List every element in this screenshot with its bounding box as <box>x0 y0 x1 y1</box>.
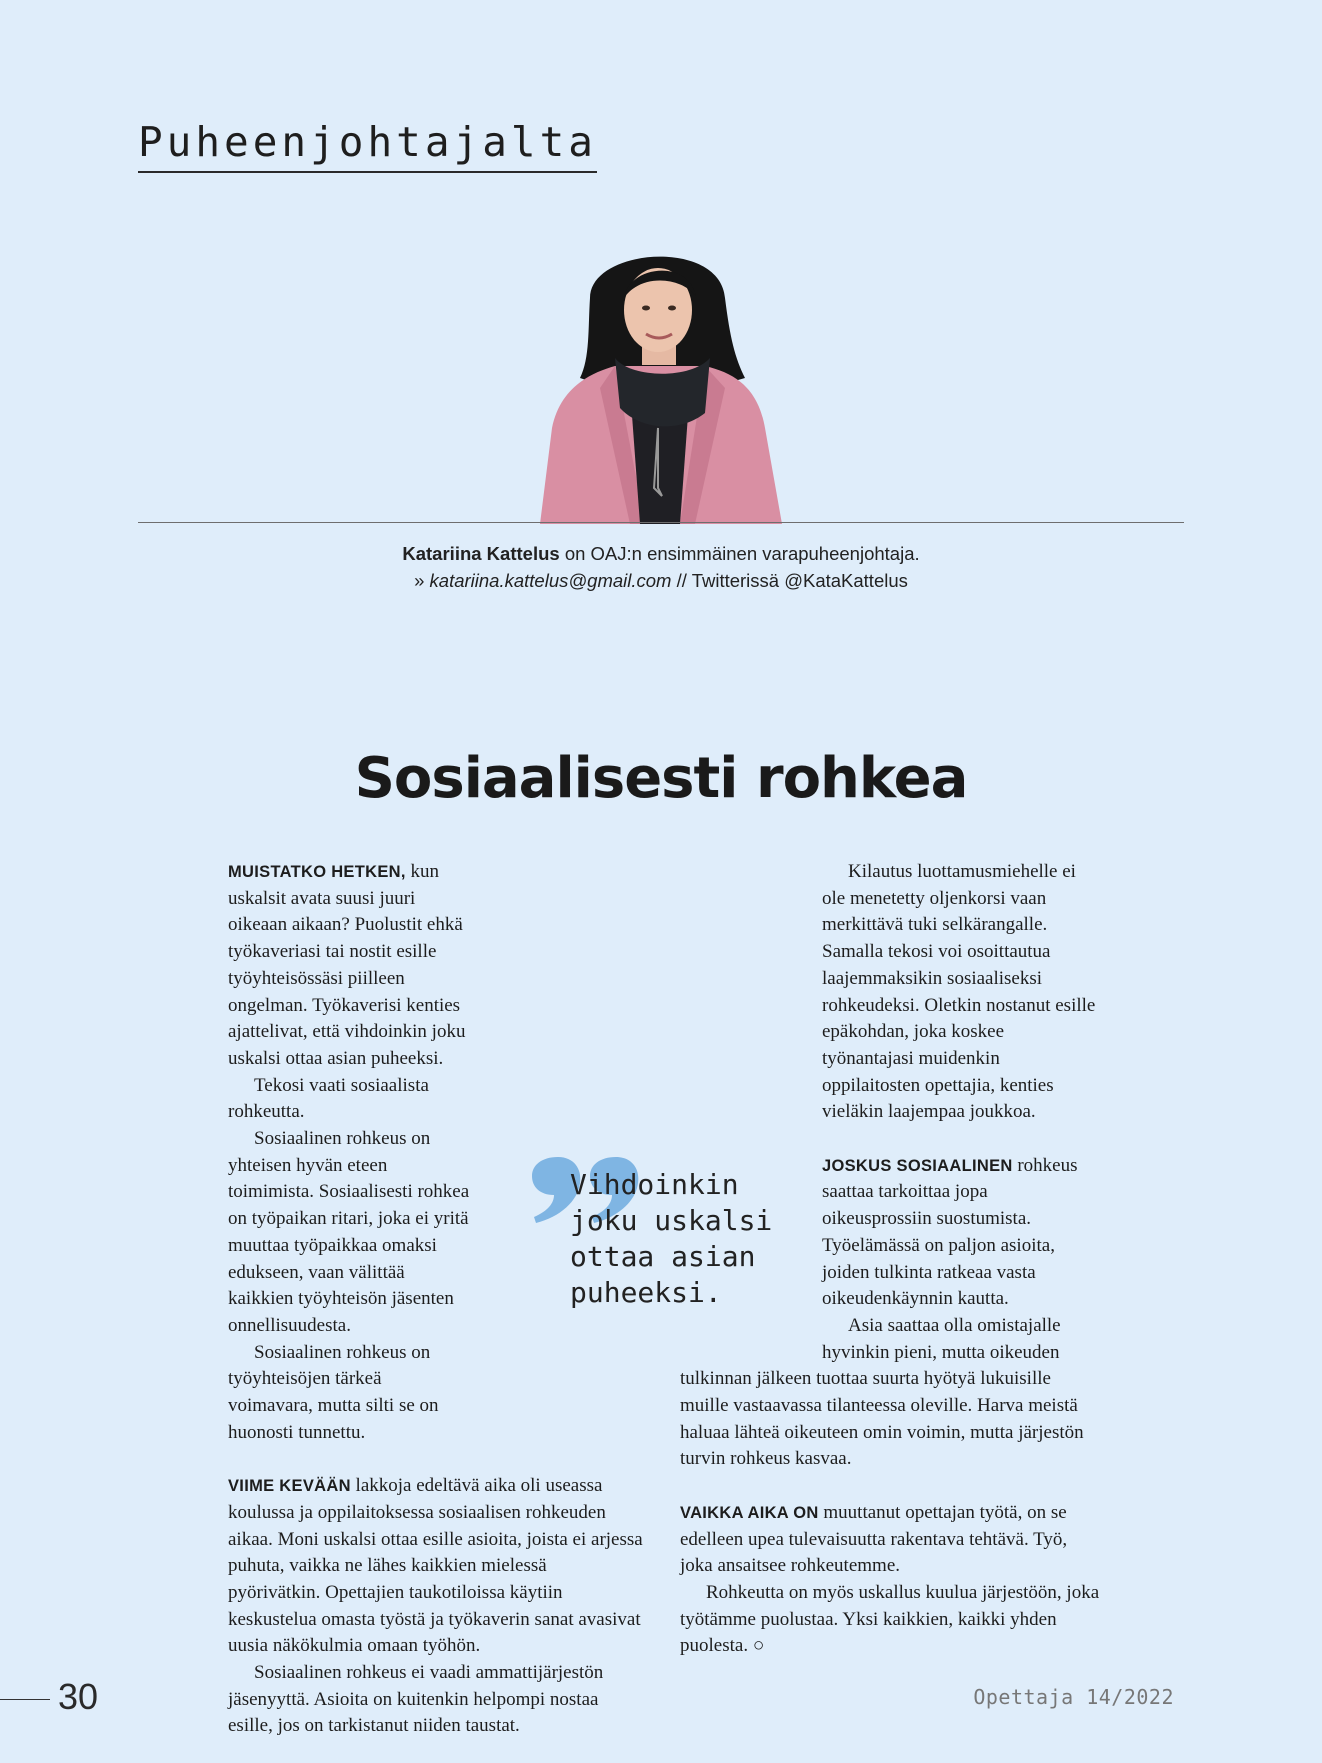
page-number: 30 <box>58 1676 99 1717</box>
paragraph <box>680 1500 1100 1580</box>
portrait-photo <box>520 238 800 524</box>
pull-quote-text: Vihdoinkin joku uskalsi ottaa asian puheeksi. <box>570 1168 773 1309</box>
paragraph-text: rohkeus saattaa tarkoittaa jopa oikeusprossiin suostumista. Työelämässä on paljon asioita, joiden tulkinta ratkeaa vasta oikeudenkäynnin kautta. <box>822 1154 1078 1310</box>
contact-prefix: » <box>414 570 430 591</box>
lead-in: JOSKUS SOSIAALINEN <box>822 1156 1013 1175</box>
caption-divider <box>138 522 1184 523</box>
paragraph-text: lakkoja edeltävä aika oli useassa koulussa ja oppilaitoksessa sosiaalisen rohkeuden aikaa. Moni uskalsi ottaa esille asioita, joista ei arjessa puhuta, vaikka ne lähes kaikkien mielessä pyörivätkin. Opettajien taukotiloissa käytiin keskustelua omasta työstä ja työkaverin sanat avasivat uusia näkökulmia omaan työhön. <box>228 1475 643 1657</box>
paragraph: Tekosi vaati sosiaalista rohkeutta. <box>228 1074 429 1123</box>
paragraph <box>228 1473 643 1660</box>
paragraph: Asia saattaa olla omistajalle hyvinkin pieni, mutta oikeuden tulkinnan jälkeen tuottaa suurta hyötyä lukuisille muille vastaavassa tilanteessa oleville. Harva meistä haluaa lähteä oikeuteen omin voimin, mutta järjestön turvin rohkeus kasvaa. <box>680 1314 1084 1470</box>
paragraph-text: kun uskalsit avata suusi juuri oikeaan aikaan? Puolustit ehkä työkaveriasi tai nostit esille työyhteisössäsi piilleen ongelman. Työkaverisi kenties ajattelivat, että vihdoinkin joku uskalsi ottaa asian puheeksi. <box>228 861 466 1069</box>
page-number-rule <box>0 1699 50 1700</box>
paragraph: Sosiaalinen rohkeus ei vaadi ammattijärjestön jäsenyyttä. Asioita on kuitenkin helpompi nostaa esille, jos on tarkistanut niiden taustat. <box>228 1662 604 1737</box>
paragraph: Rohkeutta on myös uskallus kuulua järjestöön, joka työtämme puolustaa. Yksi kaikkien, kaikki yhden puolesta. ○ <box>680 1581 1100 1657</box>
article-headline: Sosiaalisesti rohkea <box>354 746 968 811</box>
author-name: Katariina Kattelus <box>402 543 560 564</box>
paragraph-text: muuttanut opettajan työtä, on se edelleen upea tulevaisuutta rakentava tehtävä. Työ, joka ansaitsee rohkeutemme. <box>680 1501 1068 1577</box>
lead-in: MUISTATKO HETKEN, <box>228 863 406 881</box>
section-title: Puheenjohtajalta <box>138 119 597 172</box>
lead-in: VAIKKA AIKA ON <box>680 1503 819 1522</box>
author-email-link[interactable]: katariina.kattelus@gmail.com <box>429 570 672 591</box>
contact-line <box>138 567 1184 594</box>
author-caption <box>138 540 1184 594</box>
author-role: on OAJ:n ensimmäinen varapuheenjohtaja. <box>564 543 920 564</box>
lead-in: VIIME KEVÄÄN <box>228 1477 351 1496</box>
publication-footer: Opettaja 14/2022 <box>973 1685 1174 1709</box>
paragraph: Sosiaalinen rohkeus on yhteisen hyvän eteen toimimista. Sosiaalisesti rohkea on työpaikan ritari, joka ei yritä muuttaa työpaikkaa omaksi edukseen, vaan välittää kaikkien työyhteisön jäsenten onnellisuudesta. <box>228 1128 470 1336</box>
paragraph <box>228 859 643 1073</box>
paragraph: Kilautus luottamusmiehelle ei ole menetetty oljenkorsi vaan merkittävä tuki selkärangalle. Samalla tekosi voi osoittautua laajemmaksikin sosiaaliseksi rohkeudeksi. Oletkin nostanut esille epäkohdan, joka koskee työnantajasi muidenkin oppilaitosten opettajia, kenties vieläkin laajempaa joukkoa. <box>822 861 1096 1123</box>
paragraph: Sosiaalinen rohkeus on työyhteisöjen tärkeä voimavara, mutta silti se on huonosti tunnettu. <box>228 1341 439 1443</box>
author-line <box>138 540 1184 567</box>
contact-separator: // <box>671 570 692 591</box>
author-twitter[interactable]: Twitterissä @KataKattelus <box>691 570 908 591</box>
